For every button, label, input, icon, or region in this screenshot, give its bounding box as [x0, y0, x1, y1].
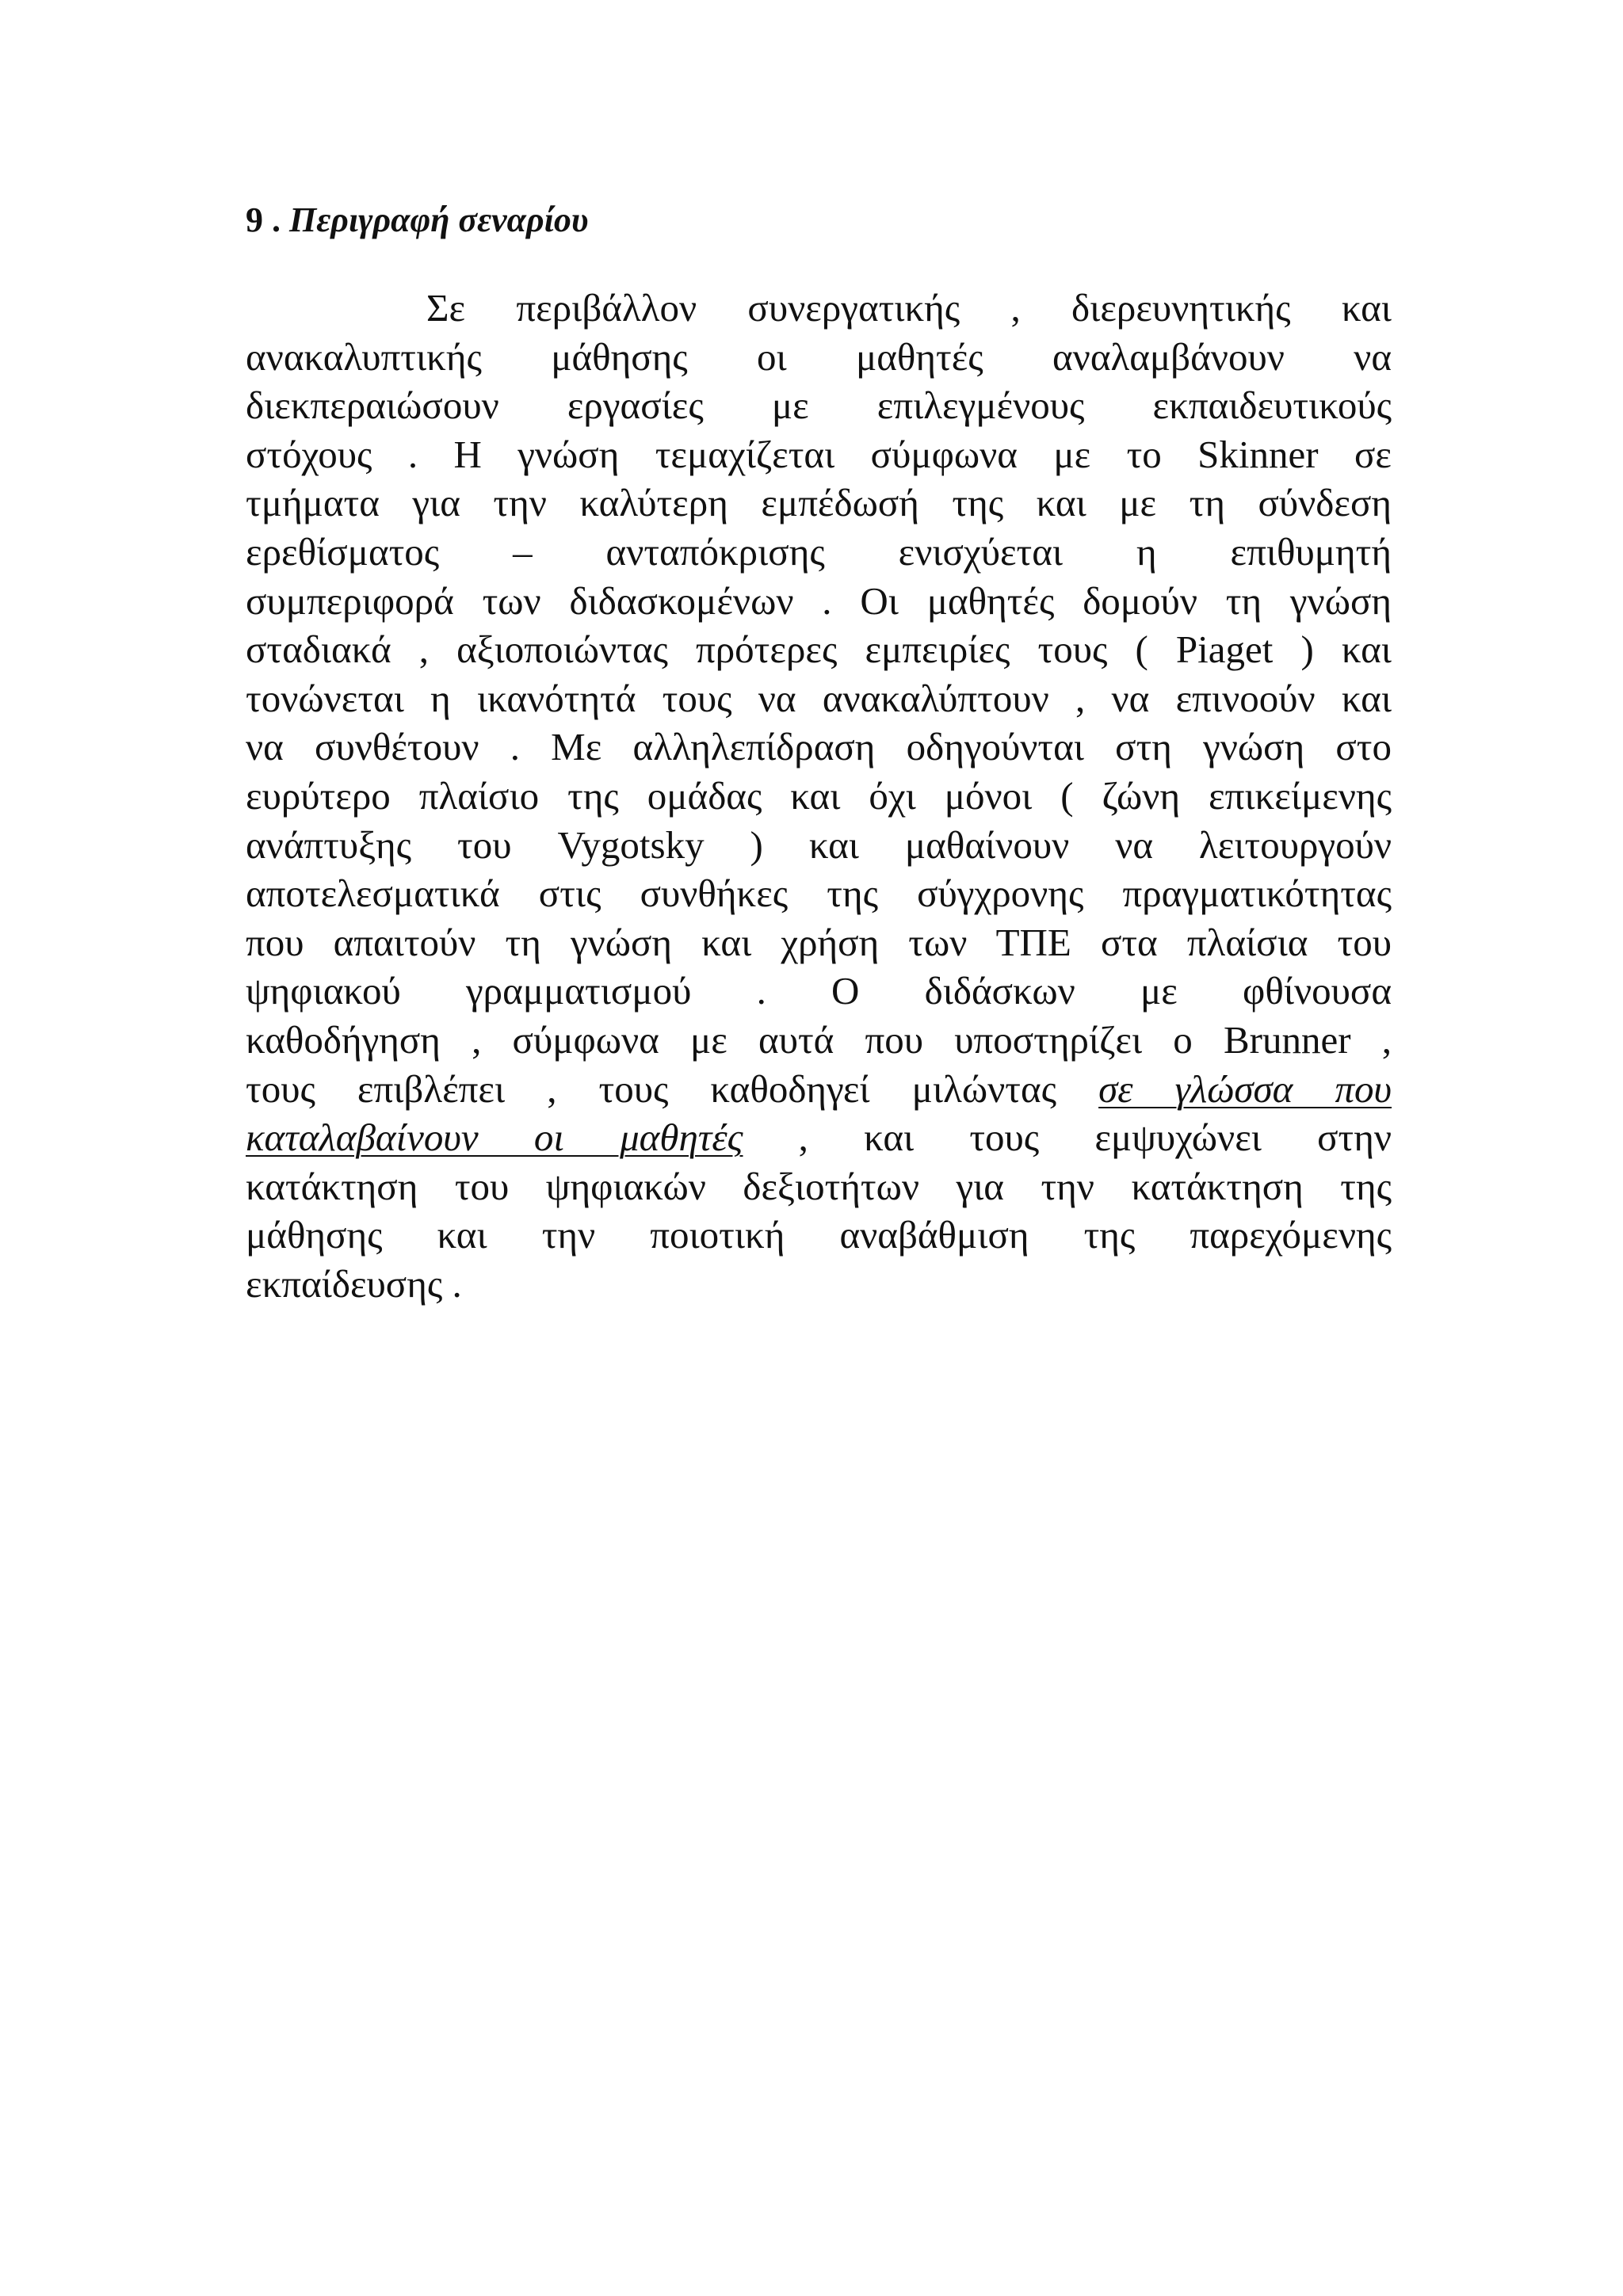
paragraph-line-with-underline — [246, 1065, 1392, 1114]
paragraph-line: στόχους . Η γνώση τεμαχίζεται σύμφωνα με το Skinner σε — [246, 432, 1392, 476]
section-title: Περιγραφή σεναρίου — [289, 200, 589, 239]
paragraph-line: να συνθέτουν . Με αλληλεπίδραση οδηγούνται στη γνώση στο — [246, 725, 1392, 769]
paragraph-line: διεκπεραιώσουν εργασίες με επιλεγμένους εκπαιδευτικούς — [246, 383, 1392, 428]
paragraph-line: ευρύτερο πλαίσιο της ομάδας και όχι μόνοι ( ζώνη επικείμενης — [246, 773, 1392, 818]
paragraph-line-with-underline — [246, 1113, 1392, 1162]
paragraph-line: μάθησης και την ποιοτική αναβάθμιση της παρεχόμενης — [246, 1213, 1392, 1257]
paragraph-line: ερεθίσματος – ανταπόκρισης ενισχύεται η επιθυμητή — [246, 529, 1392, 574]
line-text: , και τους εμψυχώνει στην — [798, 1116, 1392, 1160]
paragraph-line: ανάπτυξης του Vygotsky ) και μαθαίνουν να λειτουργούν — [246, 822, 1392, 867]
section-heading — [246, 196, 588, 244]
paragraph-line: καθοδήγηση , σύμφωνα με αυτά που υποστηρίζει ο Brunner , — [246, 1017, 1392, 1062]
paragraph-line: σταδιακά , αξιοποιώντας πρότερες εμπειρίες τους ( Piaget ) και — [246, 627, 1392, 672]
underlined-phrase: σε γλώσσα που — [1098, 1066, 1392, 1111]
paragraph-line: που απαιτούν τη γνώση και χρήση των ΤΠΕ στα πλαίσια του — [246, 920, 1392, 964]
paragraph-line: συμπεριφορά των διδασκομένων . Οι μαθητές δομούν τη γνώση — [246, 578, 1392, 623]
paragraph-line: ψηφιακού γραμματισμού . Ο διδάσκων με φθίνουσα — [246, 969, 1392, 1013]
body-paragraph — [246, 284, 1392, 1308]
underlined-phrase: καταλαβαίνουν οι μαθητές — [246, 1116, 743, 1160]
paragraph-line: ανακαλυπτικής μάθησης οι μαθητές αναλαμβάνουν να — [246, 334, 1392, 379]
paragraph-line: κατάκτηση του ψηφιακών δεξιοτήτων για την κατάκτηση της — [246, 1164, 1392, 1208]
section-number: 9 . — [246, 200, 281, 239]
line-text: τους επιβλέπει , τους καθοδηγεί μιλώντας — [246, 1066, 1057, 1111]
paragraph-line: τονώνεται η ικανότητά τους να ανακαλύπτουν , να επινοούν και — [246, 676, 1392, 720]
paragraph-line: Σε περιβάλλον συνεργατικής , διερευνητικής και — [426, 286, 1392, 330]
paragraph-line: αποτελεσματικά στις συνθήκες της σύγχρονης πραγματικότητας — [246, 871, 1392, 916]
paragraph-line-last: εκπαίδευσης . — [246, 1261, 462, 1306]
paragraph-line: τμήματα για την καλύτερη εμπέδωσή της και με τη σύνδεση — [246, 481, 1392, 525]
